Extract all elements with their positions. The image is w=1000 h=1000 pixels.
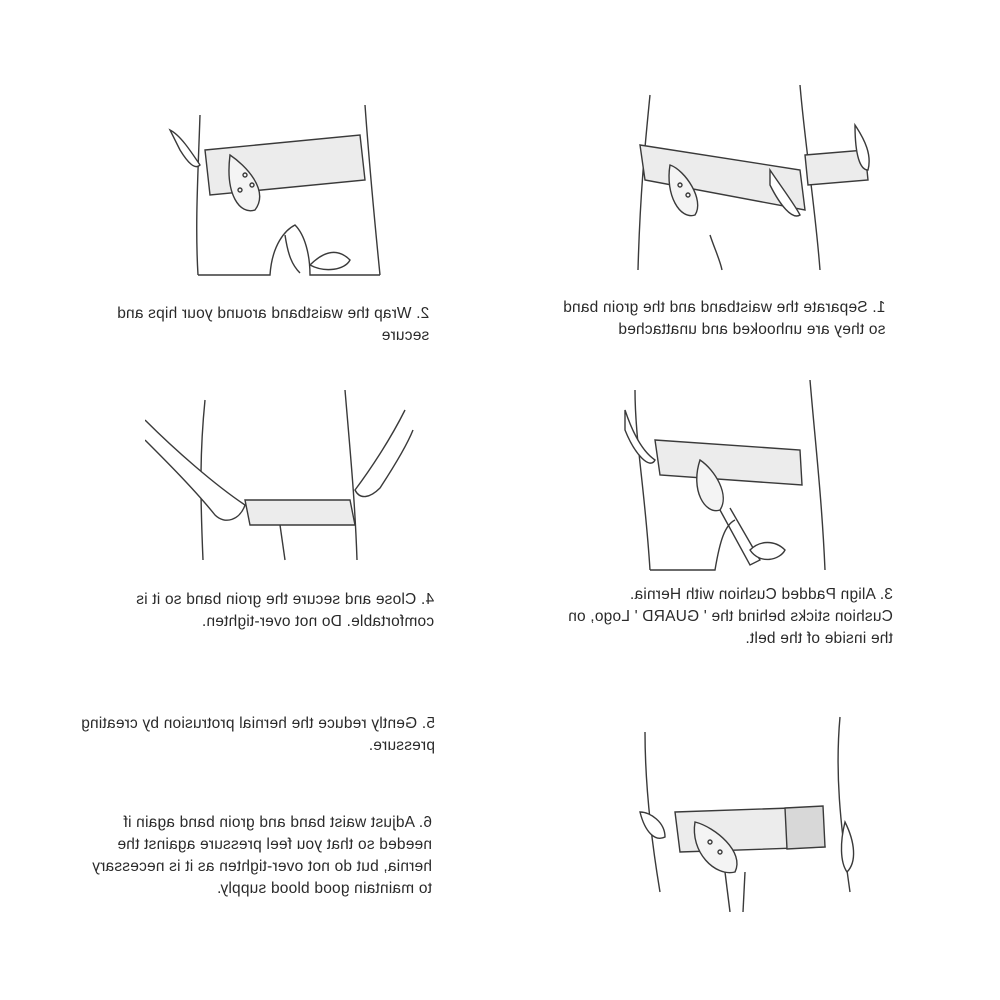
caption-step-6-line-3: hernia, but do not over-tighten as it is necessary [92,858,432,875]
caption-step-2 [117,303,429,347]
caption-step-1-line-1: 1. Separate the waistband and the groin band [563,299,886,316]
caption-step-3 [568,584,893,650]
caption-step-5 [81,713,435,757]
illustration-step-2 [160,95,400,280]
caption-step-4-line-1: 4. Close and secure the groin band so it is [136,591,435,608]
caption-step-6 [92,812,432,900]
caption-step-1-line-2: so they are unhooked and unattached [618,321,886,338]
illustration-step-3 [610,380,850,580]
caption-step-5-line-2: pressure. [368,737,435,754]
caption-step-6-line-4: to maintain good blood supply. [216,880,432,897]
caption-step-2-line-1: 2. Wrap the waistband around your hips and [117,305,430,322]
illustration-step-4 [145,390,415,565]
illustration-step-6 [635,712,875,912]
caption-step-3-line-3: the inside of the belt. [745,630,893,647]
caption-step-6-line-2: needed so that you feel pressure against the [117,836,432,853]
caption-step-2-line-2: secure [381,327,430,344]
caption-step-1 [563,297,885,341]
caption-step-4-line-2: comfortable. Do not over-tighten. [201,613,435,630]
caption-step-4 [136,589,434,633]
caption-step-3-line-1: 3. Align Padded Cushion with Hernia. [629,586,893,603]
caption-step-6-line-1: 6. Adjust waist band and groin band again if [123,814,432,831]
caption-step-5-line-1: 5. Gently reduce the hernial protrusion by creating [81,715,435,732]
caption-step-3-line-2: Cushion sticks behind the ' GUARD ' Logo, on [568,608,893,625]
illustration-step-1 [610,85,890,275]
